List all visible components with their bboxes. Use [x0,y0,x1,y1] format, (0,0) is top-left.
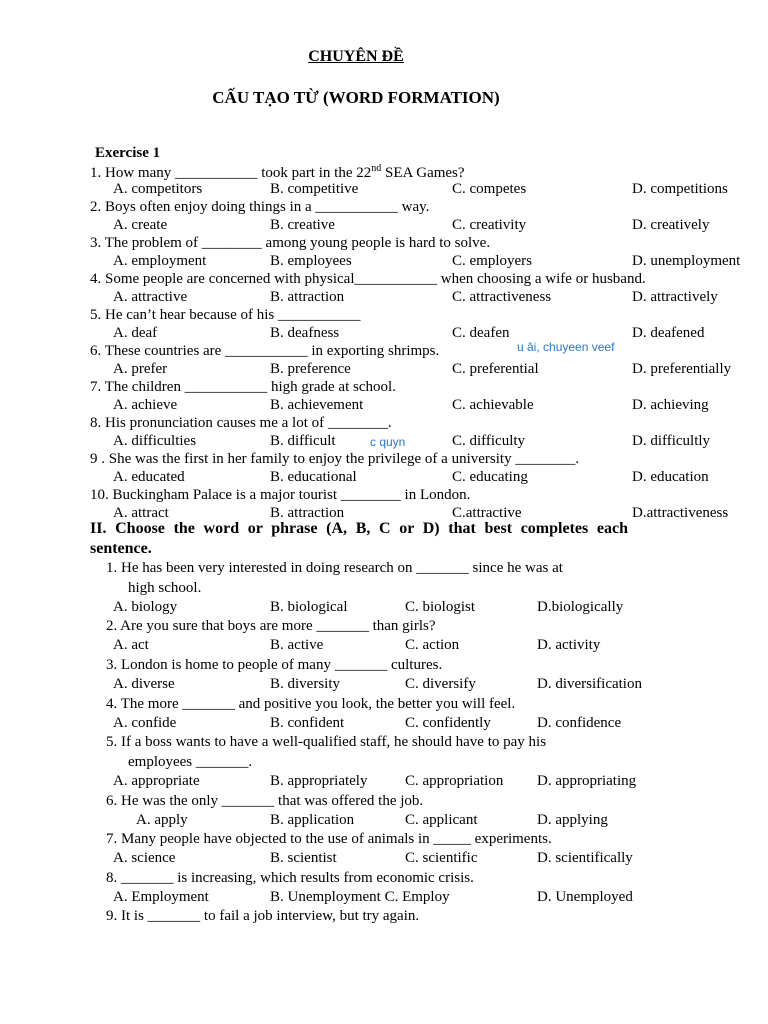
answer-option: A. deaf [113,325,158,341]
question-text: 10. Buckingham Palace is a major tourist ________ in London. [90,487,471,503]
section2-heading: II. Choose the word or phrase (A, B, C or D) that best completes each sentence. [90,520,628,557]
answer-option: B. active [270,637,324,653]
answer-option: A. achieve [113,397,178,413]
document-title: CHUYÊN ĐỀ [308,48,404,65]
answer-option: A. employment [113,253,207,269]
answer-option: A. educated [113,469,185,485]
question-text: 2. Boys often enjoy doing things in a ___________ way. [90,199,430,215]
answer-option: D. preferentially [632,361,732,377]
answer-option: A. appropriate [113,773,200,789]
answer-option: B. scientist [270,850,337,866]
answer-option: A. Employment [113,889,209,905]
answer-option: D. creatively [632,217,710,233]
answer-option: C. appropriation [405,773,504,789]
answer-option: B. educational [270,469,357,485]
answer-option: D. competitions [632,181,728,197]
answer-option: B. attraction [270,505,345,521]
answer-option: D. activity [537,637,601,653]
annotation-note: u âi, chuyeen veef [517,340,615,354]
answer-option: A. attractive [113,289,188,305]
question-text-continued: employees _______. [128,754,253,770]
question-text: 9. It is _______ to fail a job interview, but try again. [106,908,420,924]
answer-option: B. diversity [270,676,340,692]
question-text-continued: high school. [128,580,202,596]
answer-option: C. difficulty [452,433,526,449]
answer-option: D. appropriating [537,773,637,789]
answer-option: C. diversify [405,676,476,692]
answer-option: D. diversification [537,676,642,692]
answer-option: B. Unemployment C. Employ [270,889,450,905]
answer-option: A. create [113,217,168,233]
answer-option: C. educating [452,469,528,485]
annotation-note: c quyn [370,435,406,449]
answer-option: B. employees [270,253,352,269]
question-text: 4. Some people are concerned with physical___________ when choosing a wife or husband. [90,271,646,287]
answer-option: A. diverse [113,676,175,692]
answer-option: D. confidence [537,715,622,731]
answer-option: C. confidently [405,715,491,731]
question-text: 7. The children ___________ high grade at school. [90,379,396,395]
question-text: 8. _______ is increasing, which results from economic crisis. [106,870,474,886]
answer-option: C. competes [452,181,527,197]
question-text: 9 . She was the first in her family to enjoy the privilege of a university ________. [90,451,580,467]
answer-option: C. employers [452,253,532,269]
answer-option: D. difficultly [632,433,711,449]
answer-option: D. Unemployed [537,889,633,905]
question-text: 3. London is home to people of many _______ cultures. [106,657,443,673]
answer-option: C. deafen [452,325,510,341]
answer-option: B. attraction [270,289,345,305]
answer-option: A. apply [136,812,188,828]
question-text: 2. Are you sure that boys are more _______ than girls? [106,618,436,634]
answer-option: C. applicant [405,812,478,828]
question-text: 7. Many people have objected to the use of animals in _____ experiments. [106,831,552,847]
answer-option: D. deafened [632,325,705,341]
question-text: 8. His pronunciation causes me a lot of ________. [90,415,392,431]
answer-option: D. unemployment [632,253,741,269]
answer-option: B. deafness [270,325,340,341]
answer-option: B. biological [270,599,348,615]
answer-option: B. difficult [270,433,336,449]
question-text: 5. If a boss wants to have a well-qualified staff, he should have to pay his [106,734,547,750]
answer-option: D. achieving [632,397,709,413]
answer-option: D. education [632,469,709,485]
answer-option: B. application [270,812,355,828]
answer-option: C. attractiveness [452,289,552,305]
answer-option: B. appropriately [270,773,368,789]
answer-option: C. action [405,637,460,653]
answer-option: B. achievement [270,397,364,413]
answer-option: C. biologist [405,599,476,615]
answer-option: C. achievable [452,397,534,413]
answer-option: A. act [113,637,149,653]
document-subtitle: CẤU TẠO TỪ (WORD FORMATION) [212,88,500,107]
answer-option: D. attractively [632,289,718,305]
answer-option: A. biology [113,599,178,615]
answer-option: A. attract [113,505,169,521]
answer-option: A. confide [113,715,177,731]
answer-option: D. scientifically [537,850,633,866]
question-text: 5. He can’t hear because of his ___________ [90,307,361,323]
answer-option: A. difficulties [113,433,197,449]
answer-option: B. creative [270,217,335,233]
question-text: 4. The more _______ and positive you look, the better you will feel. [106,696,516,712]
answer-option: D.attractiveness [632,505,729,521]
answer-option: C. preferential [452,361,539,377]
answer-option: A. science [113,850,176,866]
answer-option: C. scientific [405,850,478,866]
question-text: 3. The problem of ________ among young people is hard to solve. [90,235,491,251]
answer-option: A. competitors [113,181,203,197]
question-text: 6. These countries are ___________ in exporting shrimps. [90,343,440,359]
answer-option: B. confident [270,715,345,731]
exercise-heading: Exercise 1 [95,145,161,161]
answer-option: C.attractive [452,505,522,521]
answer-option: B. preference [270,361,351,377]
question-text: 6. He was the only _______ that was offered the job. [106,793,424,809]
question-text: 1. How many ___________ took part in the 22nd SEA Games? [90,163,465,181]
answer-option: D.biologically [537,599,624,615]
answer-option: A. prefer [113,361,168,377]
answer-option: B. competitive [270,181,359,197]
answer-option: C. creativity [452,217,527,233]
answer-option: D. applying [537,812,608,828]
question-text: 1. He has been very interested in doing research on _______ since he was at [106,560,563,576]
